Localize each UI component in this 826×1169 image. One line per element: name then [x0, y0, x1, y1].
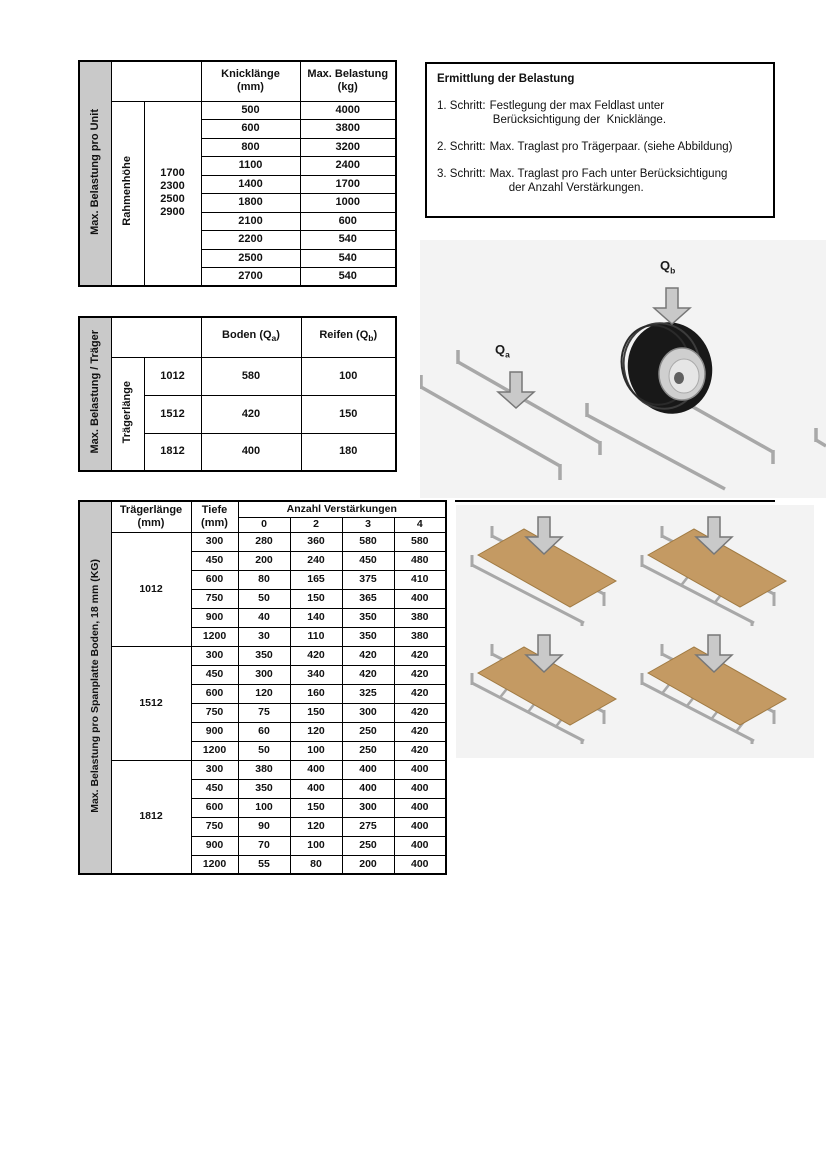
boden-value: 420 — [201, 395, 301, 433]
belastung-value-4-verst: 400 — [394, 817, 446, 836]
belastung-value-4-verst: 420 — [394, 722, 446, 741]
info-box-title: Ermittlung der Belastung — [437, 73, 575, 85]
tiefe-value: 1200 — [191, 741, 238, 760]
info-box-ermittlung-der-belastung — [425, 62, 775, 218]
traegerlaenge-value: 1812 — [144, 433, 201, 471]
knicklaenge-value: 800 — [201, 138, 300, 157]
belastung-value-0-verst: 350 — [238, 646, 290, 665]
max-belastung-value: 3800 — [300, 120, 396, 139]
knicklaenge-value: 2700 — [201, 268, 300, 287]
belastung-value-4-verst: 420 — [394, 703, 446, 722]
max-belastung-value: 600 — [300, 212, 396, 231]
table1-empty-header — [111, 61, 201, 101]
figure-traeger-belastung — [420, 240, 826, 498]
knicklaenge-value: 1400 — [201, 175, 300, 194]
info-step-label: 1. Schritt: — [437, 100, 486, 112]
max-belastung-value: 540 — [300, 249, 396, 268]
knicklaenge-value: 2200 — [201, 231, 300, 250]
tiefe-value: 300 — [191, 760, 238, 779]
belastung-value-4-verst: 420 — [394, 684, 446, 703]
max-belastung-header: Max. Belastung (kg) — [300, 61, 396, 101]
qb-arrow-icon — [654, 288, 690, 324]
belastung-value-0-verst: 80 — [238, 570, 290, 589]
max-belastung-value: 1000 — [300, 194, 396, 213]
label-qa — [495, 342, 510, 360]
belastung-value-2-verst: 240 — [290, 551, 342, 570]
belastung-value-3-verst: 450 — [342, 551, 394, 570]
belastung-value-0-verst: 200 — [238, 551, 290, 570]
belastung-value-0-verst: 70 — [238, 836, 290, 855]
belastung-value-2-verst: 160 — [290, 684, 342, 703]
rack-beams-and-tire-illustration — [420, 240, 826, 498]
belastung-value-2-verst: 140 — [290, 608, 342, 627]
shelf-illustration-0-verstaerkungen — [464, 511, 624, 626]
qb-main: Q — [660, 258, 671, 273]
belastung-value-3-verst: 400 — [342, 760, 394, 779]
belastung-value-4-verst: 420 — [394, 646, 446, 665]
shelf-illustration-2-verstaerkungen — [634, 511, 794, 626]
table-spanplatte-boden-grid — [78, 500, 447, 875]
reifen-value: 150 — [301, 395, 396, 433]
belastung-value-4-verst: 380 — [394, 608, 446, 627]
max-belastung-value: 4000 — [300, 101, 396, 120]
reifen-value: 180 — [301, 433, 396, 471]
knicklaenge-value: 2100 — [201, 212, 300, 231]
belastung-value-3-verst: 420 — [342, 646, 394, 665]
belastung-value-4-verst: 380 — [394, 627, 446, 646]
figure2-top-rule — [455, 500, 775, 502]
table-max-belastung-traeger — [78, 316, 397, 472]
belastung-value-3-verst: 200 — [342, 855, 394, 874]
tiefe-value: 750 — [191, 589, 238, 608]
tiefe-value: 450 — [191, 779, 238, 798]
tiefe-value: 600 — [191, 684, 238, 703]
belastung-value-4-verst: 420 — [394, 665, 446, 684]
belastung-value-3-verst: 300 — [342, 703, 394, 722]
belastung-value-4-verst: 400 — [394, 798, 446, 817]
belastung-value-3-verst: 365 — [342, 589, 394, 608]
table-max-belastung-pro-unit-grid — [78, 60, 397, 287]
reifen-value: 100 — [301, 357, 396, 395]
belastung-value-2-verst: 400 — [290, 760, 342, 779]
belastung-value-0-verst: 55 — [238, 855, 290, 874]
info-step-line: Festlegung der max Feldlast unter — [489, 100, 665, 112]
shelf-illustration-3-verstaerkungen — [464, 629, 624, 744]
shelf-svg — [464, 629, 624, 744]
belastung-value-3-verst: 350 — [342, 627, 394, 646]
tiefe-value: 450 — [191, 665, 238, 684]
belastung-value-3-verst: 250 — [342, 741, 394, 760]
qa-sub: a — [505, 349, 510, 360]
max-belastung-value: 2400 — [300, 157, 396, 176]
qb-sub: b — [670, 265, 676, 276]
tiefe-value: 750 — [191, 703, 238, 722]
tiefe-value: 900 — [191, 608, 238, 627]
knicklaenge-value: 1100 — [201, 157, 300, 176]
info-step-line: Max. Traglast pro Fach unter Berücksichtigung — [489, 168, 728, 180]
tiefe-value: 750 — [191, 817, 238, 836]
info-step-text — [490, 167, 728, 195]
belastung-value-0-verst: 75 — [238, 703, 290, 722]
figure-verstaerkungen — [456, 505, 814, 758]
belastung-value-4-verst: 400 — [394, 855, 446, 874]
table-max-belastung-traeger-grid — [78, 316, 397, 472]
boden-header: Boden $(Q_a)$ — [201, 317, 301, 357]
table-spanplatte-boden — [78, 500, 447, 875]
info-step-line: der Anzahl Verstärkungen. — [489, 182, 644, 194]
boden-value: 400 — [201, 433, 301, 471]
rahmenhoehe-values: 1700 2300 2500 2900 — [144, 101, 201, 286]
verstaerkungen-col-4: 4 — [394, 517, 446, 532]
belastung-value-0-verst: 50 — [238, 741, 290, 760]
belastung-value-2-verst: 80 — [290, 855, 342, 874]
belastung-value-2-verst: 360 — [290, 532, 342, 551]
belastung-value-0-verst: 120 — [238, 684, 290, 703]
belastung-value-0-verst: 30 — [238, 627, 290, 646]
belastung-value-4-verst: 400 — [394, 760, 446, 779]
traegerlaenge-label: Trägerlänge — [111, 357, 144, 471]
belastung-value-2-verst: 120 — [290, 722, 342, 741]
belastung-value-3-verst: 400 — [342, 779, 394, 798]
knicklaenge-value: 1800 — [201, 194, 300, 213]
belastung-value-2-verst: 165 — [290, 570, 342, 589]
belastung-value-0-verst: 350 — [238, 779, 290, 798]
shelf-svg — [464, 511, 624, 626]
anzahl-verstaerkungen-header: Anzahl Verstärkungen — [238, 501, 446, 517]
traegerlaenge-group-1012: 1012 — [111, 532, 191, 646]
belastung-value-3-verst: 350 — [342, 608, 394, 627]
shelf-illustration-4-verstaerkungen — [634, 629, 794, 744]
belastung-value-4-verst: 480 — [394, 551, 446, 570]
info-step-2 — [437, 140, 763, 154]
rahmenhoehe-label: Rahmenhöhe — [111, 101, 144, 286]
knicklaenge-header: Knicklänge (mm) — [201, 61, 300, 101]
traegerlaenge-value: 1012 — [144, 357, 201, 395]
info-step-3 — [437, 167, 763, 195]
tiefe-value: 450 — [191, 551, 238, 570]
tiefe-value: 600 — [191, 798, 238, 817]
info-step-1 — [437, 99, 763, 127]
info-step-line: Max. Traglast pro Trägerpaar. (siehe Abbildung) — [489, 141, 733, 153]
belastung-value-0-verst: 100 — [238, 798, 290, 817]
table1-side-label: Max. Belastung pro Unit — [79, 61, 111, 286]
belastung-value-4-verst: 400 — [394, 589, 446, 608]
traegerlaenge-group-1812: 1812 — [111, 760, 191, 874]
tiefe-value: 300 — [191, 532, 238, 551]
belastung-value-2-verst: 420 — [290, 646, 342, 665]
max-belastung-value: 540 — [300, 268, 396, 287]
belastung-value-2-verst: 340 — [290, 665, 342, 684]
tiefe-value: 900 — [191, 836, 238, 855]
belastung-value-3-verst: 250 — [342, 722, 394, 741]
tire-illustration — [613, 313, 722, 423]
verstaerkungen-col-0: 0 — [238, 517, 290, 532]
belastung-value-3-verst: 300 — [342, 798, 394, 817]
info-step-label: 3. Schritt: — [437, 168, 486, 180]
belastung-value-4-verst: 420 — [394, 741, 446, 760]
belastung-value-2-verst: 150 — [290, 703, 342, 722]
belastung-value-2-verst: 120 — [290, 817, 342, 836]
belastung-value-0-verst: 380 — [238, 760, 290, 779]
traegerlaenge-value: 1512 — [144, 395, 201, 433]
belastung-value-2-verst: 100 — [290, 836, 342, 855]
qa-main: Q — [495, 342, 506, 357]
belastung-value-4-verst: 410 — [394, 570, 446, 589]
belastung-value-0-verst: 60 — [238, 722, 290, 741]
knicklaenge-value: 500 — [201, 101, 300, 120]
verstaerkungen-col-3: 3 — [342, 517, 394, 532]
tiefe-value: 900 — [191, 722, 238, 741]
belastung-value-0-verst: 50 — [238, 589, 290, 608]
tiefe-value: 600 — [191, 570, 238, 589]
boden-value: 580 — [201, 357, 301, 395]
max-belastung-value: 1700 — [300, 175, 396, 194]
belastung-value-4-verst: 400 — [394, 779, 446, 798]
info-step-text — [490, 99, 666, 127]
belastung-value-3-verst: 375 — [342, 570, 394, 589]
tiefe-value: 1200 — [191, 627, 238, 646]
max-belastung-value: 540 — [300, 231, 396, 250]
info-step-label: 2. Schritt: — [437, 141, 486, 153]
belastung-value-0-verst: 40 — [238, 608, 290, 627]
tiefe-header: Tiefe (mm) — [191, 501, 238, 532]
belastung-value-2-verst: 400 — [290, 779, 342, 798]
traegerlaenge-group-1512: 1512 — [111, 646, 191, 760]
tiefe-value: 1200 — [191, 855, 238, 874]
verstaerkungen-col-2: 2 — [290, 517, 342, 532]
table2-empty-header — [111, 317, 201, 357]
table-max-belastung-pro-unit — [78, 60, 397, 287]
tiefe-value: 300 — [191, 646, 238, 665]
info-box-steps — [437, 99, 763, 195]
knicklaenge-value: 600 — [201, 120, 300, 139]
traegerlaenge-header: Trägerlänge (mm) — [111, 501, 191, 532]
belastung-value-3-verst: 420 — [342, 665, 394, 684]
belastung-value-3-verst: 580 — [342, 532, 394, 551]
shelf-svg — [634, 629, 794, 744]
belastung-value-3-verst: 250 — [342, 836, 394, 855]
belastung-value-3-verst: 275 — [342, 817, 394, 836]
table3-side-label: Max. Belastung pro Spanplatte Boden, 18 mm (KG) — [79, 501, 111, 874]
info-step-line: Berücksichtigung der Knicklänge. — [489, 114, 667, 126]
knicklaenge-value: 2500 — [201, 249, 300, 268]
belastung-value-0-verst: 280 — [238, 532, 290, 551]
info-step-text — [490, 140, 733, 154]
label-qb — [660, 258, 675, 276]
max-belastung-value: 3200 — [300, 138, 396, 157]
belastung-value-0-verst: 90 — [238, 817, 290, 836]
belastung-value-3-verst: 325 — [342, 684, 394, 703]
table2-side-label: Max. Belastung / Träger — [79, 317, 111, 471]
belastung-value-2-verst: 100 — [290, 741, 342, 760]
shelf-svg — [634, 511, 794, 626]
reifen-header: Reifen $(Q_b)$ — [301, 317, 396, 357]
belastung-value-4-verst: 580 — [394, 532, 446, 551]
belastung-value-2-verst: 150 — [290, 798, 342, 817]
belastung-value-0-verst: 300 — [238, 665, 290, 684]
belastung-value-2-verst: 150 — [290, 589, 342, 608]
belastung-value-2-verst: 110 — [290, 627, 342, 646]
belastung-value-4-verst: 400 — [394, 836, 446, 855]
